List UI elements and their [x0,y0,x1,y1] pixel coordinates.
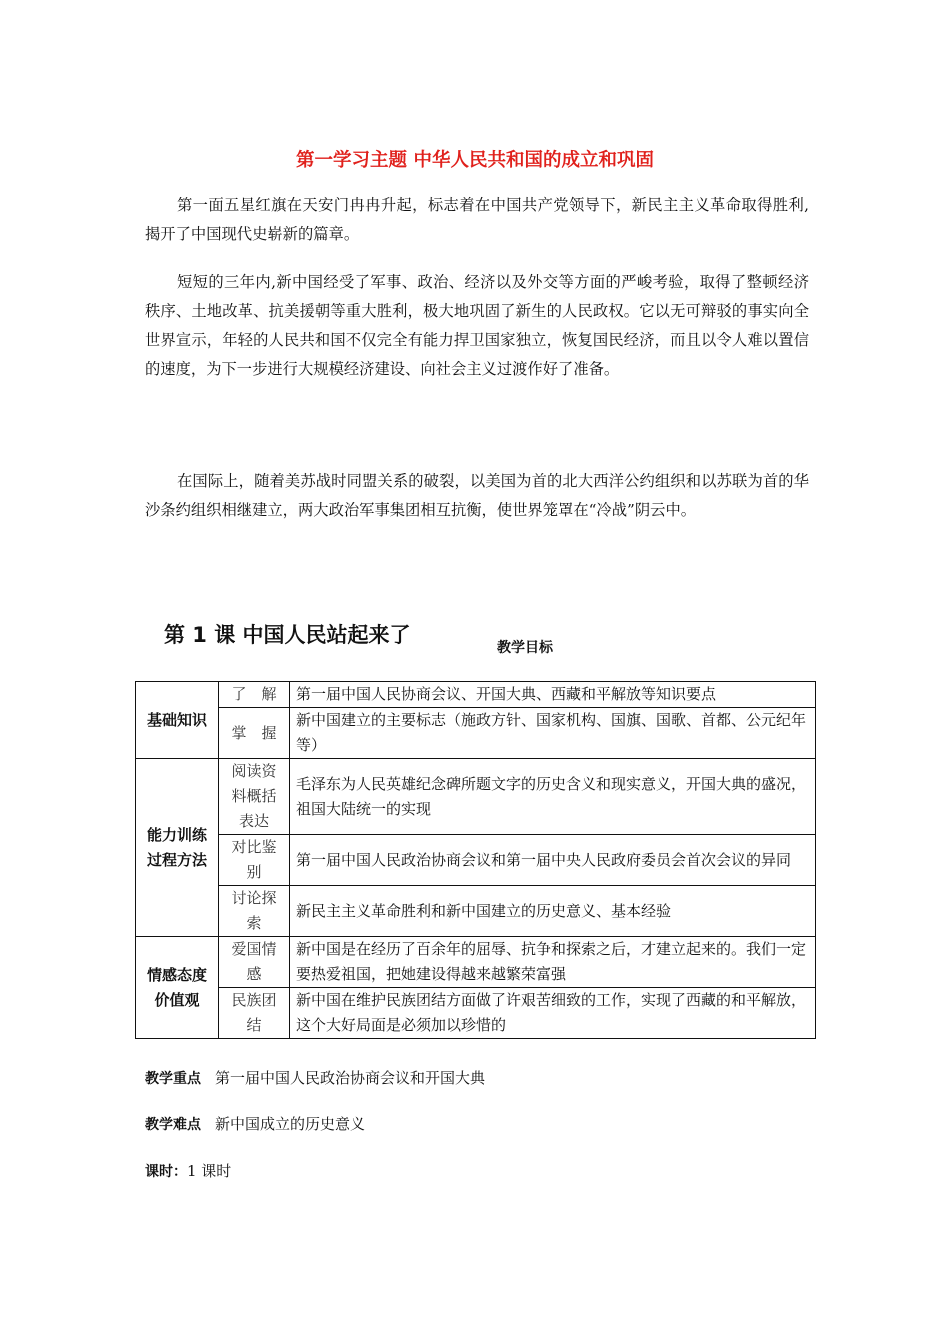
subcategory-cell: 阅读资料概括表达 [219,759,290,835]
objectives-label: 教学目标 [497,640,553,656]
hours-line [145,1160,231,1181]
description-cell: 新中国建立的主要标志（施政方针、国家机构、国旗、国歌、首都、公元纪年等） [290,708,816,759]
key-point-text: 第一届中国人民政治协商会议和开国大典 [215,1069,486,1087]
description-cell: 第一届中国人民政治协商会议和第一届中央人民政府委员会首次会议的异同 [290,835,816,886]
hours-label: 课时： [145,1164,187,1180]
hours-text: 1 课时 [187,1162,232,1180]
objectives-table [135,681,816,1039]
subcategory-cell: 民族团结 [219,988,290,1039]
subcategory-cell: 了 解 [219,682,290,708]
subcategory-cell: 掌 握 [219,708,290,759]
table-row [136,886,816,937]
intro-paragraph-3: 在国际上，随着美苏战时同盟关系的破裂，以美国为首的北大西洋公约组织和以苏联为首的华沙条约组织相继建立，两大政治军事集团相互抗衡，使世界笼罩在“冷战”阴云中。 [145,472,809,519]
subcategory-cell: 讨论探索 [219,886,290,937]
description-cell: 新中国是在经历了百余年的屈辱、抗争和探索之后，才建立起来的。我们一定要热爱祖国，把她建设得越来越繁荣富强 [290,937,816,988]
difficulty-text: 新中国成立的历史意义 [215,1115,366,1133]
description-cell: 毛泽东为人民英雄纪念碑所题文字的历史含义和现实意义，开国大典的盛况，祖国大陆统一的实现 [290,759,816,835]
subcategory-cell: 对比鉴别 [219,835,290,886]
table-row [136,708,816,759]
category-cell: 情感态度价值观 [136,937,219,1039]
intro-paragraph-2: 短短的三年内,新中国经受了军事、政治、经济以及外交等方面的严峻考验，取得了整顿经济秩序、土地改革、抗美援朝等重大胜利，极大地巩固了新生的人民政权。它以无可辩驳的事实向全世界宣示，年轻的人民共和国不仅完全有能力捍卫国家独立，恢复国民经济，而且以令人难以置信的速度，为下一步进行大规模经济建设、向社会主义过渡作好了准备。 [145,273,809,378]
description-cell: 新中国在维护民族团结方面做了许艰苦细致的工作，实现了西藏的和平解放，这个大好局面是必须加以珍惜的 [290,988,816,1039]
key-point-line [145,1067,485,1088]
difficulty-line [145,1113,365,1134]
unit-title: 第一学习主题 中华人民共和国的成立和巩固 [296,150,654,171]
table-row [136,988,816,1039]
description-cell: 第一届中国人民协商会议、开国大典、西藏和平解放等知识要点 [290,682,816,708]
key-point-label: 教学重点 [145,1071,201,1087]
subcategory-cell: 爱国情感 [219,937,290,988]
description-cell: 新民主主义革命胜利和新中国建立的历史意义、基本经验 [290,886,816,937]
table-row [136,937,816,988]
category-cell: 基础知识 [136,682,219,759]
intro-paragraph-1: 第一面五星红旗在天安门冉冉升起，标志着在中国共产党领导下，新民主主义革命取得胜利,揭开了中国现代史崭新的篇章。 [145,196,809,243]
lesson-title: 第 1 课 中国人民站起来了 [164,623,411,647]
table-row [136,759,816,835]
difficulty-label: 教学难点 [145,1117,201,1133]
table-row [136,682,816,708]
table-row [136,835,816,886]
category-cell: 能力训练过程方法 [136,759,219,937]
